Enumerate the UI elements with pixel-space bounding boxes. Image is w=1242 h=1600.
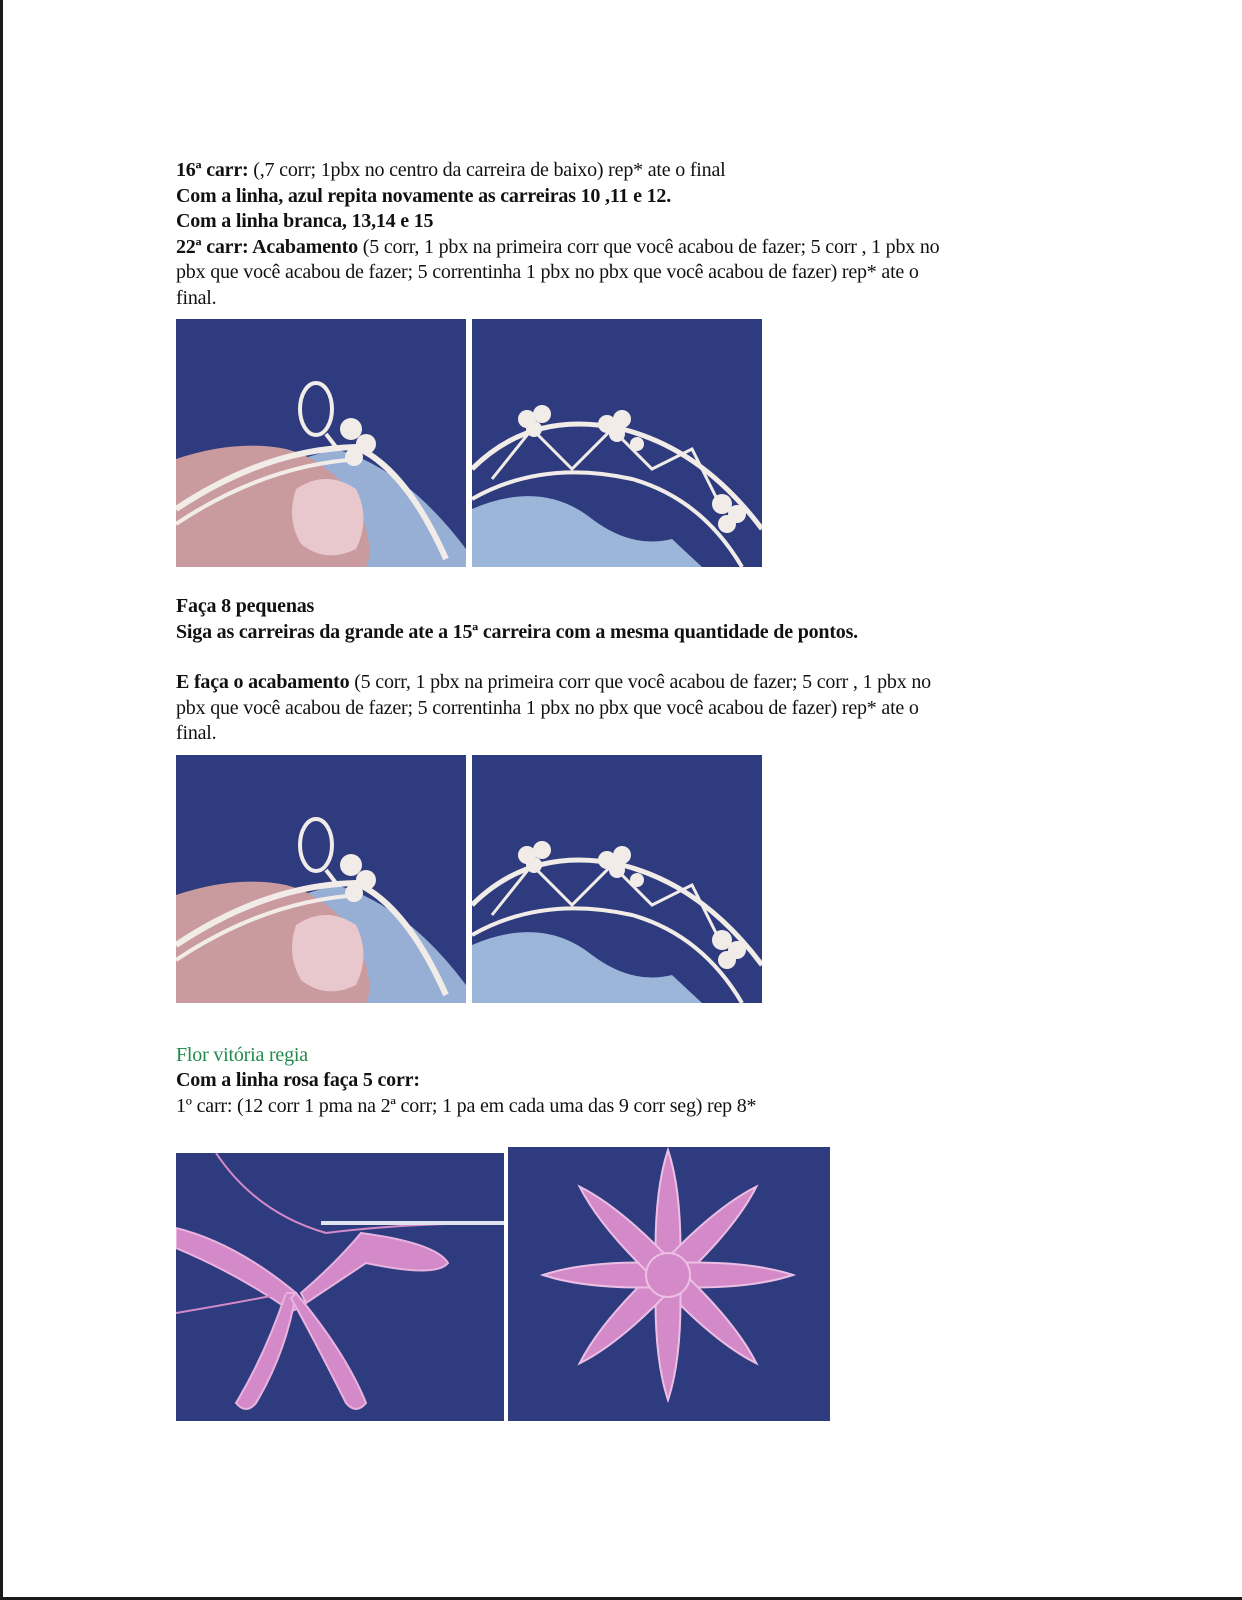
finish-text-2: pbx que você acabou de fazer; 5 correntinha 1 pbx no pbx que você acabou de fazer) rep* ate o [176,696,919,719]
photo-finished-flower [508,1147,830,1421]
photo-hand-holding-picot-2 [176,755,466,1003]
document-body [176,158,1056,1421]
row-22-text-3: final. [176,286,217,309]
row-22-text-2: pbx que você acabou de fazer; 5 correntinha 1 pbx no pbx que você acabou de fazer) rep* ate o [176,261,919,283]
row-16-instruction [176,158,1056,184]
finish-instruction [176,670,1056,696]
finish-text-3: final. [176,722,217,744]
finish-text-1: (5 corr, 1 pbx na primeira corr que você acabou de fazer; 5 corr , 1 pbx no [349,671,931,693]
photo-picot-border-detail-2 [472,755,762,1003]
photo-petals-in-progress [176,1153,504,1421]
finish-label: E faça o acabamento [176,671,350,693]
row-16-label: 16ª carr: [176,159,249,181]
section-heading-flor: Flor vitória regia [176,1043,308,1066]
row-1-instruction: 1º carr: (12 corr 1 pma na 2ª corr; 1 pa em cada uma das 9 corr seg) rep 8* [176,1094,757,1117]
photo-row-finishing-2 [176,755,1056,1003]
photo-hand-holding-picot [176,319,466,567]
pink-thread-line: Com a linha rosa faça 5 corr: [176,1069,420,1091]
page-left-border [0,0,3,1600]
row-16-text: (,7 corr; 1pbx no centro da carreira de baixo) rep* ate o final [248,159,726,181]
row-22-label: 22ª carr: Acabamento [176,235,358,258]
row-22-instruction [176,235,1056,261]
blue-thread-line: Com a linha, azul repita novamente as carreiras 10 ,11 e 12. [176,184,671,207]
photo-row-finishing-1 [176,319,1056,567]
white-thread-line: Com a linha branca, 13,14 e 15 [176,210,434,232]
photo-picot-border-detail [472,319,762,567]
small-pieces-title: Faça 8 pequenas [176,595,315,617]
small-pieces-rows: Siga as carreiras da grande ate a 15ª carreira com a mesma quantidade de pontos. [176,620,858,643]
row-22-text-1: (5 corr, 1 pbx na primeira corr que você acabou de fazer; 5 corr , 1 pbx no [357,235,940,258]
photo-row-flower [176,1147,1056,1421]
